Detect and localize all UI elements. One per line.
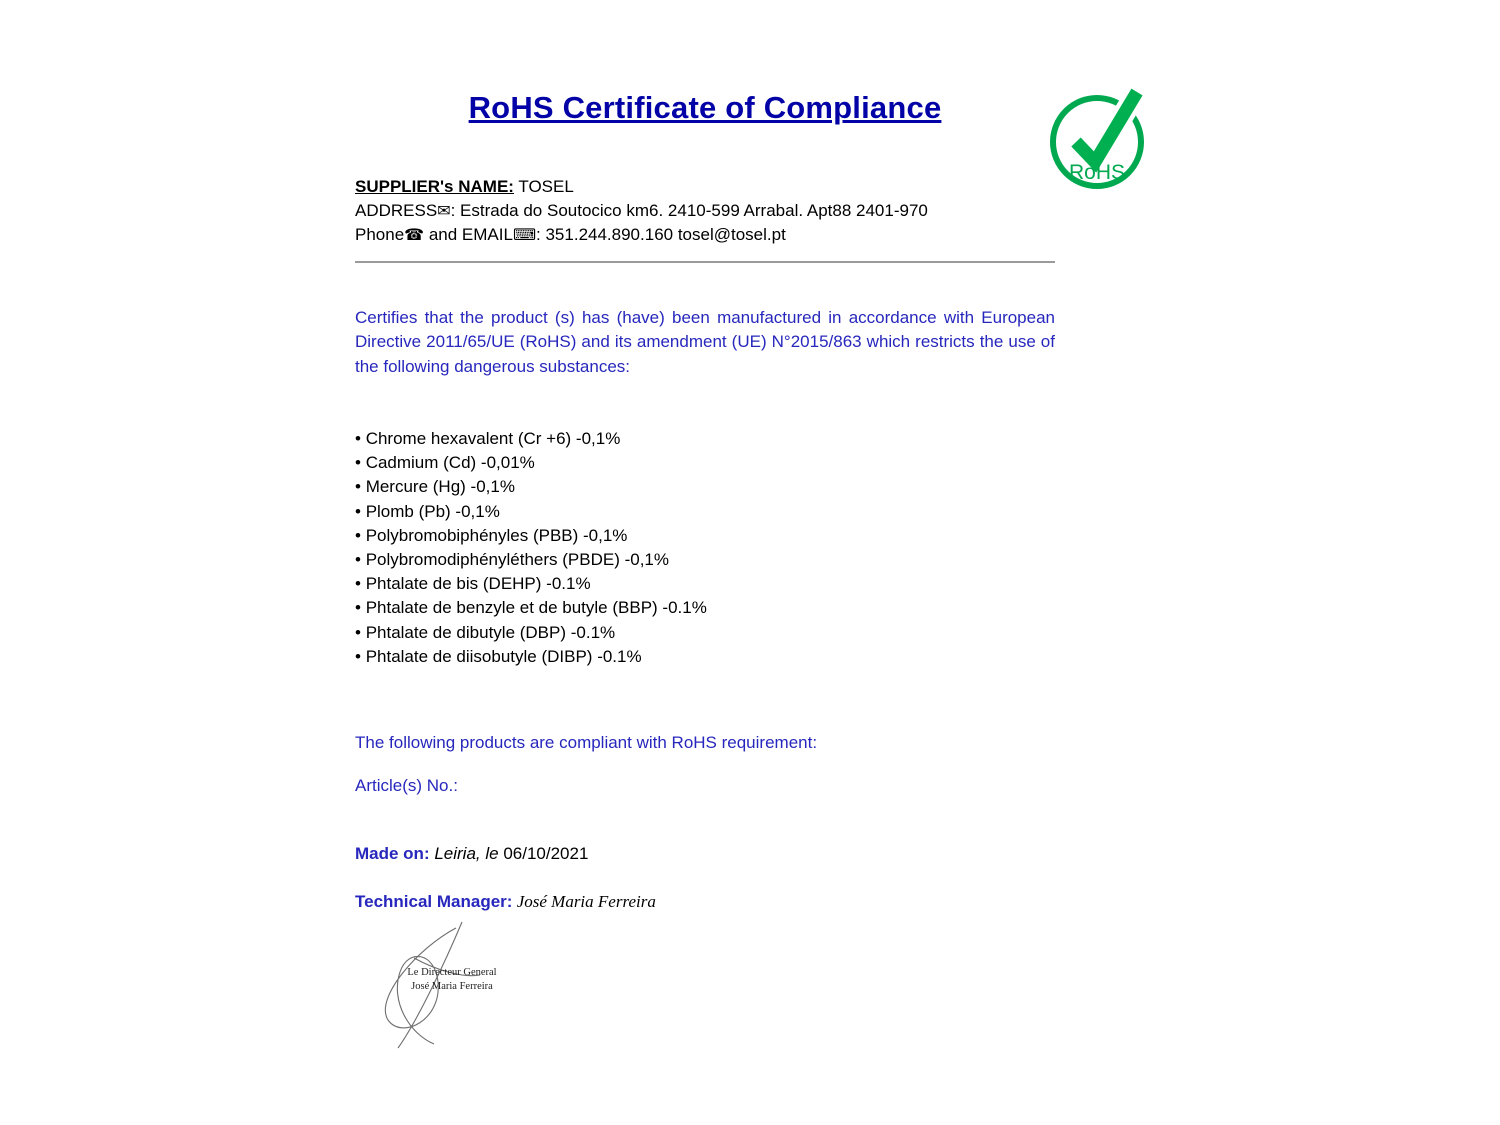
- signature-title: Le Directeur General: [407, 967, 497, 978]
- made-on-line: [355, 844, 588, 864]
- list-item: • Phtalate de bis (DEHP) -0.1%: [355, 572, 1055, 596]
- document-title: RoHS Certificate of Compliance: [468, 90, 942, 125]
- made-on-label: Made on:: [355, 844, 430, 863]
- list-item: • Cadmium (Cd) -0,01%: [355, 451, 1055, 475]
- supplier-contact-line: [355, 223, 1055, 247]
- phone-icon: ☎: [404, 225, 425, 244]
- address-label: ADDRESS: [355, 201, 438, 220]
- compliance-statement: The following products are compliant with RoHS requirement:: [355, 733, 818, 752]
- article-number-label: Article(s) No.:: [355, 776, 458, 795]
- list-item: • Phtalate de diisobutyle (DIBP) -0.1%: [355, 645, 1055, 669]
- signature-caption: [388, 966, 516, 994]
- certifies-paragraph: Certifies that the product (s) has (have) been manufactured in accordance with European Directive 2011/65/UE (RoHS) and its amendment (UE) N°2015/863 which restricts the use of the following dangerous substances:: [355, 308, 1055, 376]
- made-on-place: Leiria, le: [429, 844, 504, 863]
- substances-list: [355, 427, 1055, 669]
- envelope-icon: ✉: [437, 201, 451, 220]
- rohs-logo: [1050, 80, 1150, 192]
- rohs-logo-graphic: [1050, 80, 1150, 192]
- list-item: • Chrome hexavalent (Cr +6) -0,1%: [355, 427, 1055, 451]
- supplier-address-line: [355, 199, 1055, 223]
- made-on-date: 06/10/2021: [503, 844, 589, 863]
- address-value: : Estrada do Soutocico km6. 2410-599 Arrabal. Apt88 2401-970: [450, 201, 928, 220]
- technical-manager-name: José Maria Ferreira: [512, 892, 656, 911]
- horizontal-divider: [355, 261, 1055, 263]
- list-item: • Phtalate de dibutyle (DBP) -0.1%: [355, 621, 1055, 645]
- supplier-name-line: [355, 175, 1055, 199]
- supplier-name-label: SUPPLIER's NAME:: [355, 177, 514, 196]
- list-item: • Polybromodiphényléthers (PBDE) -0,1%: [355, 548, 1055, 572]
- contact-value: : 351.244.890.160 tosel@tosel.pt: [536, 225, 786, 244]
- supplier-block: [355, 175, 1055, 247]
- supplier-name-value: TOSEL: [513, 177, 574, 196]
- list-item: • Mercure (Hg) -0,1%: [355, 475, 1055, 499]
- list-item: • Plomb (Pb) -0,1%: [355, 500, 1055, 524]
- phone-label: Phone: [355, 225, 405, 244]
- computer-icon: ⌨: [512, 225, 537, 244]
- rohs-logo-text: RoHS: [1068, 161, 1126, 184]
- list-item: • Polybromobiphényles (PBB) -0,1%: [355, 524, 1055, 548]
- list-item: • Phtalate de benzyle et de butyle (BBP) -0.1%: [355, 596, 1055, 620]
- signature-name: José Maria Ferreira: [411, 981, 493, 992]
- signature-block: [356, 920, 521, 1052]
- technical-manager-line: [355, 892, 656, 912]
- technical-manager-label: Technical Manager:: [355, 892, 513, 911]
- and-email-label: and EMAIL: [424, 225, 513, 244]
